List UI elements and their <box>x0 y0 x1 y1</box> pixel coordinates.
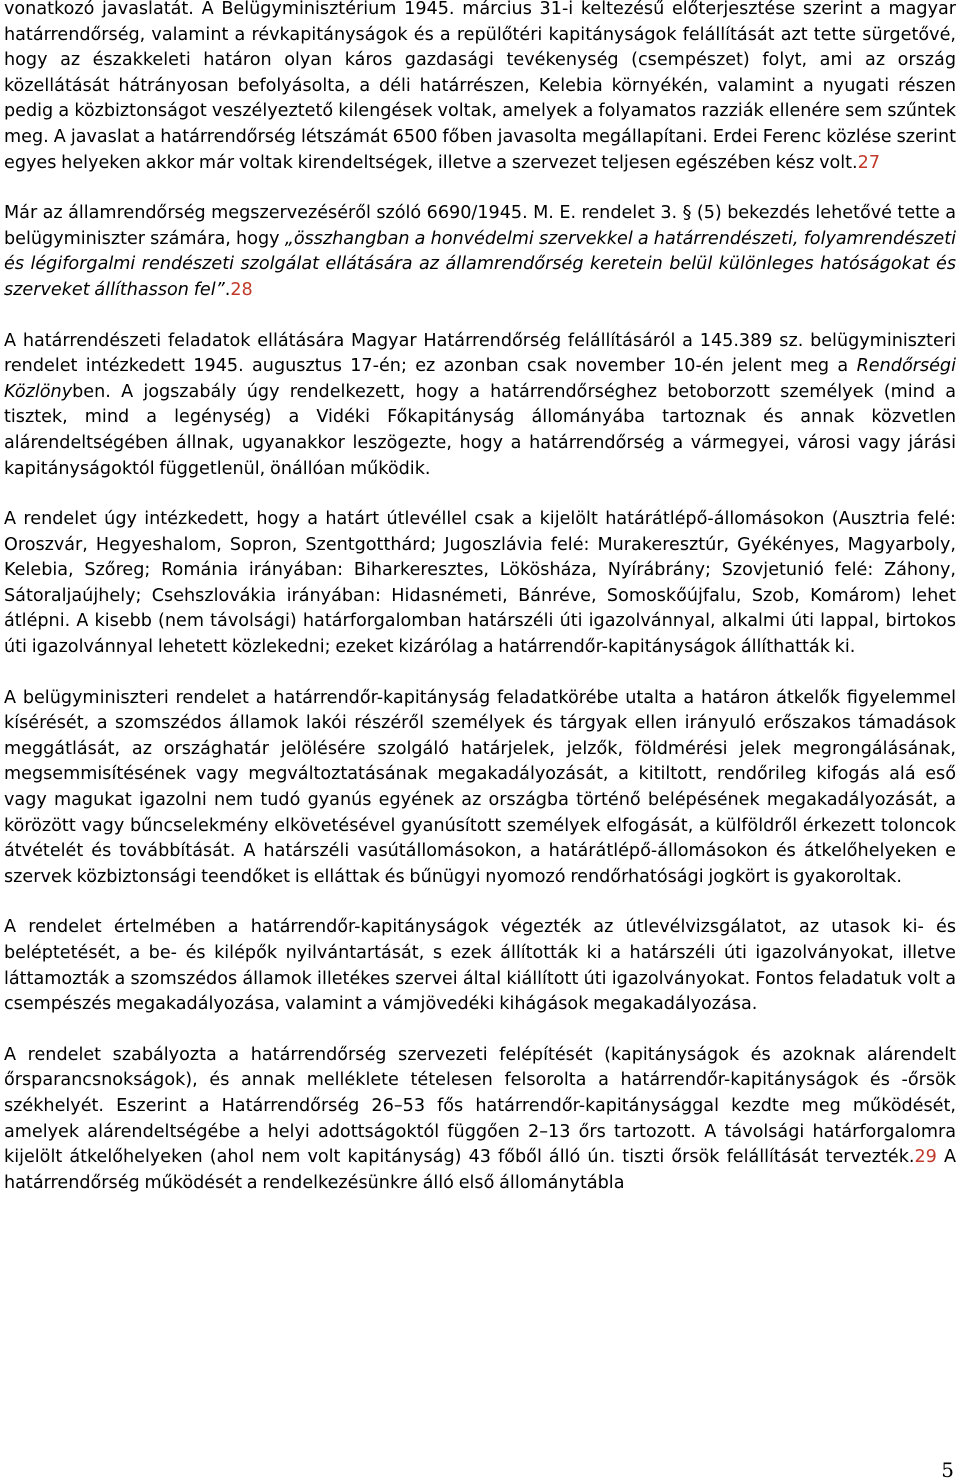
document-page <box>4 0 956 1221</box>
text-segment: A rendelet értelmében a határrendőr-kapitányságok végezték az útlevélvizsgálatot, az utasok ki- és beléptetését, a be- és kilépők nyilvántartását, s ezek állították ki a határszéli úti igazolványokat, illetve láttamozták a szomszédos államok illetékes szervei által kiállított úti igazolványokat. Fontos feladatuk volt a csempészés megakadályozása, valamint a vámjövedéki kihágások megakadályozása. <box>4 917 956 1015</box>
footnote-ref-28[interactable]: 28 <box>230 279 253 300</box>
text-segment: A belügyminiszteri rendelet a határrendőr-kapitányság feladatkörébe utalta a határon átkelők figyelemmel kísérését, a szomszédos államok lakói részéről személyek és tárgyak ellen irányuló erőszakos támadások meggátlását, az országhatár jelölésére szolgáló határjelek, jelzők, földmérési jelek megrongálásának, megsemmisítésének vagy megváltoztatásának megakadályozását, a kitiltott, rendőrileg kifogás alá eső vagy magukat igazolni nem tudó gyanús egyének az országba történő belépésének megakadályozását, a körözött vagy bűncselekmény elkövetésével gyanúsított személyek elfogását, a külföldről érkezett toloncok átvételét és továbbítását. A határszéli vasútállomásokon, a határátlépő-állomásokon és átkelőhelyeken e szervek közbiztonsági teendőket is elláttak és bűnügyi nyomozó rendőrhatósági jogkört is gyakoroltak. <box>4 687 956 887</box>
paragraph-7 <box>4 1043 956 1197</box>
footnote-ref-27[interactable]: 27 <box>857 152 881 173</box>
quoted-regulation-text: „összhangban a honvédelmi szervekkel a határrendészeti, folyamrendészeti és légiforgalmi rendészeti szolgálat ellátására az államrendőrség keretein belül különleges hatóságokat és szerveket állíthasson fel” <box>4 228 956 300</box>
page-number: 5 <box>941 1458 954 1482</box>
text-segment: vonatkozó javaslatát. A Belügyminisztérium 1945. március 31-i keltezésű előterjesztése szerint a magyar határrendőrség, valamint a révkapitányságok és a repülőtéri kapitányságok felállítását azt tette sürgetővé, hogy az északkeleti határon olyan káros gazdasági tevékenység (csempészet) folyt, ami az ország közellátását hátrányosan befolyásolta, a déli határrészen, Kelebia környékén, valamint a nyugati részen pedig a közbiztonságot veszélyeztető kilengések voltak, amelyek a folyamatos razziák ellenére sem szűntek meg. A javaslat a határrendőrség létszámát 6500 főben javasolta megállapítani. Erdei Ferenc közlése szerint egyes helyeken akkor már voltak kirendeltségek, illetve a szervezet teljesen egészében kész volt. <box>4 0 956 173</box>
paragraph-2 <box>4 201 956 303</box>
paragraph-3 <box>4 329 956 483</box>
publication-title: Rendőrségi Közlöny <box>4 356 956 402</box>
text-segment: A határrendészeti feladatok ellátására Magyar Határrendőrség felállításáról a 145.389 sz. belügyminiszteri rendelet intézkedett 1945. augusztus 17-én; ez azonban csak november 10-én jelent meg a <box>4 330 956 377</box>
text-segment: . <box>224 279 231 300</box>
paragraph-5 <box>4 686 956 891</box>
text-segment: A rendelet szabályozta a határrendőrség szervezeti felépítését (kapitányságok és azoknak alárendelt őrsparancsnokságok), és annak melléklete tételesen felsorolta a határrendőr-kapitányságok és -őrsök székhelyét. Eszerint a Határrendőrség 26–53 fős határrendőr-kapitánysággal kezdte meg működését, amelyek alárendeltségébe a helyi adottságoktól függően 2–13 őrs tartozott. A távolsági határforgalomra kijelölt átkelőhelyeken (ahol nem volt kapitányság) 43 főből álló ún. tiszti őrsök felállítását tervezték. <box>4 1044 956 1168</box>
paragraph-1 <box>4 0 956 176</box>
text-segment: ben. A jogszabály úgy rendelkezett, hogy a határrendőrséghez betoborzott személyek (mind a tisztek, mind a legénység) a Vidéki Főkapitányság állományába tartoznak és annak közvetlen alárendeltségében állnak, ugyanakkor leszögezte, hogy a határrendőrség a vármegyei, városi vagy járási kapitányságoktól függetlenül, önállóan működik. <box>4 381 956 479</box>
paragraph-4 <box>4 507 956 661</box>
text-segment: A határrendőrség működését a rendelkezésünkre álló első állománytábla <box>4 1147 956 1193</box>
text-segment: Már az államrendőrség megszervezéséről szóló 6690/1945. M. E. rendelet 3. § (5) bekezdés lehetővé tette a belügyminiszter számára, hogy <box>4 203 956 249</box>
paragraph-6 <box>4 915 956 1017</box>
footnote-ref-29[interactable]: 29 <box>914 1147 937 1168</box>
text-segment: A rendelet úgy intézkedett, hogy a határt útlevéllel csak a kijelölt határátlépő-állomásokon (Ausztria felé: Oroszvár, Hegyeshalom, Sopron, Szentgotthárd; Jugoszlávia felé: Murakeresztúr, Gyékényes, Magyarboly, Kelebia, Szőreg; Románia irányában: Biharkeresztes, Lökösháza, Nyírábrány; Szovjetunió felé: Záhony, Sátoraljaújhely; Csehszlovákia irányában: Hidasnémeti, Bánréve, Somoskőújfalu, Szob, Komárom) lehet átlépni. A kisebb (nem távolsági) határforgalomban határszéli úti igazolvánnyal, alkalmi úti lappal, birtokos úti igazolvánnyal lehetett közlekedni; ezeket kizárólag a határrendőr-kapitányságok állíthatták ki. <box>4 509 956 658</box>
